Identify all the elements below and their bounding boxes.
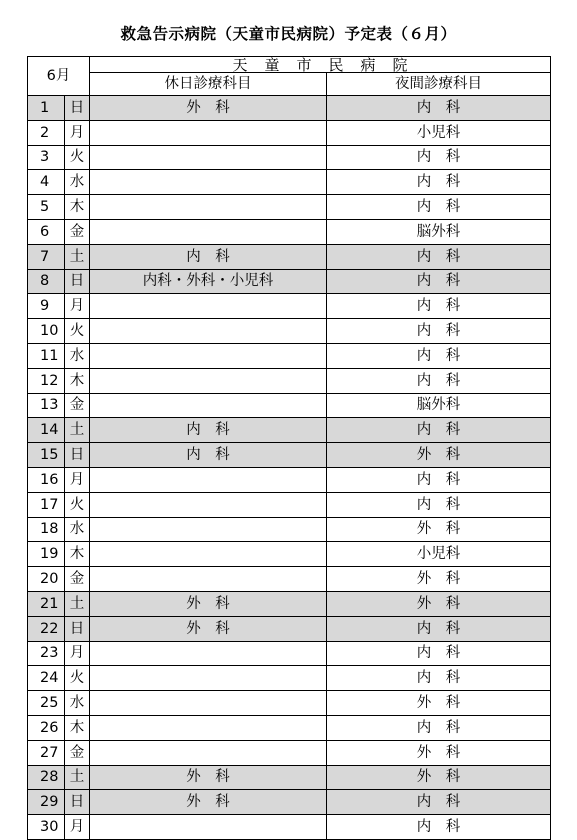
holiday-department-cell: 内 科 xyxy=(90,443,327,468)
month-header: 6月 xyxy=(28,57,90,96)
holiday-department-cell xyxy=(90,319,327,344)
schedule-row xyxy=(28,641,551,666)
day-number-cell: 8 xyxy=(28,269,65,294)
holiday-column-header: 休日診療科目 xyxy=(90,73,327,96)
holiday-department-cell xyxy=(90,567,327,592)
schedule-row xyxy=(28,120,551,145)
schedule-row xyxy=(28,765,551,790)
night-department-cell: 内 科 xyxy=(327,666,551,691)
day-number-cell: 2 xyxy=(28,120,65,145)
day-number-cell: 3 xyxy=(28,145,65,170)
night-department-cell: 小児科 xyxy=(327,120,551,145)
weekday-cell: 月 xyxy=(65,120,90,145)
day-number-cell: 21 xyxy=(28,591,65,616)
hospital-header: 天童市民病院 xyxy=(90,57,551,73)
night-department-cell: 内 科 xyxy=(327,343,551,368)
night-department-cell: 外 科 xyxy=(327,517,551,542)
schedule-row xyxy=(28,715,551,740)
night-department-cell: 内 科 xyxy=(327,418,551,443)
day-number-cell: 13 xyxy=(28,393,65,418)
weekday-cell: 土 xyxy=(65,591,90,616)
holiday-department-cell xyxy=(90,343,327,368)
schedule-table xyxy=(27,56,551,840)
night-department-cell: 内 科 xyxy=(327,467,551,492)
day-number-cell: 28 xyxy=(28,765,65,790)
schedule-row xyxy=(28,517,551,542)
holiday-department-cell: 外 科 xyxy=(90,790,327,815)
day-number-cell: 6 xyxy=(28,219,65,244)
weekday-cell: 木 xyxy=(65,195,90,220)
holiday-department-cell xyxy=(90,740,327,765)
schedule-row xyxy=(28,343,551,368)
night-department-cell: 内 科 xyxy=(327,244,551,269)
weekday-cell: 金 xyxy=(65,219,90,244)
night-department-cell: 内 科 xyxy=(327,294,551,319)
night-department-cell: 脳外科 xyxy=(327,393,551,418)
weekday-cell: 水 xyxy=(65,343,90,368)
day-number-cell: 16 xyxy=(28,467,65,492)
holiday-department-cell: 内科・外科・小児科 xyxy=(90,269,327,294)
schedule-row xyxy=(28,691,551,716)
holiday-department-cell xyxy=(90,492,327,517)
weekday-cell: 金 xyxy=(65,740,90,765)
schedule-row xyxy=(28,666,551,691)
holiday-department-cell xyxy=(90,219,327,244)
night-department-cell: 内 科 xyxy=(327,195,551,220)
night-department-cell: 内 科 xyxy=(327,790,551,815)
night-department-cell: 外 科 xyxy=(327,740,551,765)
schedule-row xyxy=(28,740,551,765)
weekday-cell: 日 xyxy=(65,443,90,468)
day-number-cell: 14 xyxy=(28,418,65,443)
schedule-row xyxy=(28,170,551,195)
weekday-cell: 火 xyxy=(65,319,90,344)
holiday-department-cell xyxy=(90,393,327,418)
holiday-department-cell: 外 科 xyxy=(90,96,327,121)
night-department-cell: 内 科 xyxy=(327,170,551,195)
schedule-row xyxy=(28,467,551,492)
night-department-cell: 外 科 xyxy=(327,567,551,592)
holiday-department-cell xyxy=(90,815,327,840)
night-department-cell: 内 科 xyxy=(327,145,551,170)
holiday-department-cell xyxy=(90,517,327,542)
day-number-cell: 11 xyxy=(28,343,65,368)
night-department-cell: 外 科 xyxy=(327,691,551,716)
weekday-cell: 水 xyxy=(65,691,90,716)
schedule-row xyxy=(28,418,551,443)
schedule-row xyxy=(28,443,551,468)
night-department-cell: 内 科 xyxy=(327,96,551,121)
day-number-cell: 15 xyxy=(28,443,65,468)
day-number-cell: 30 xyxy=(28,815,65,840)
schedule-row xyxy=(28,269,551,294)
schedule-row xyxy=(28,368,551,393)
night-department-cell: 外 科 xyxy=(327,591,551,616)
weekday-cell: 月 xyxy=(65,815,90,840)
holiday-department-cell: 外 科 xyxy=(90,765,327,790)
holiday-department-cell xyxy=(90,195,327,220)
weekday-cell: 木 xyxy=(65,715,90,740)
night-department-cell: 脳外科 xyxy=(327,219,551,244)
schedule-body xyxy=(28,57,551,840)
holiday-department-cell xyxy=(90,467,327,492)
schedule-row xyxy=(28,567,551,592)
holiday-department-cell: 外 科 xyxy=(90,616,327,641)
weekday-cell: 金 xyxy=(65,393,90,418)
day-number-cell: 23 xyxy=(28,641,65,666)
night-department-cell: 内 科 xyxy=(327,616,551,641)
day-number-cell: 24 xyxy=(28,666,65,691)
weekday-cell: 金 xyxy=(65,567,90,592)
day-number-cell: 26 xyxy=(28,715,65,740)
schedule-row xyxy=(28,591,551,616)
weekday-cell: 木 xyxy=(65,368,90,393)
night-department-cell: 小児科 xyxy=(327,542,551,567)
holiday-department-cell xyxy=(90,666,327,691)
day-number-cell: 29 xyxy=(28,790,65,815)
weekday-cell: 月 xyxy=(65,294,90,319)
weekday-cell: 水 xyxy=(65,517,90,542)
weekday-cell: 日 xyxy=(65,96,90,121)
day-number-cell: 20 xyxy=(28,567,65,592)
page-title: 救急告示病院（天童市民病院）予定表（６月） xyxy=(120,25,457,43)
weekday-cell: 水 xyxy=(65,170,90,195)
schedule-row xyxy=(28,96,551,121)
holiday-department-cell xyxy=(90,715,327,740)
weekday-cell: 日 xyxy=(65,616,90,641)
schedule-row xyxy=(28,492,551,517)
night-department-cell: 外 科 xyxy=(327,443,551,468)
schedule-row xyxy=(28,815,551,840)
schedule-row xyxy=(28,219,551,244)
weekday-cell: 火 xyxy=(65,145,90,170)
holiday-department-cell xyxy=(90,170,327,195)
holiday-department-cell xyxy=(90,368,327,393)
holiday-department-cell: 内 科 xyxy=(90,244,327,269)
night-department-cell: 内 科 xyxy=(327,492,551,517)
holiday-department-cell xyxy=(90,294,327,319)
weekday-cell: 土 xyxy=(65,418,90,443)
schedule-row xyxy=(28,616,551,641)
schedule-row xyxy=(28,145,551,170)
weekday-cell: 月 xyxy=(65,467,90,492)
holiday-department-cell xyxy=(90,145,327,170)
day-number-cell: 5 xyxy=(28,195,65,220)
schedule-row xyxy=(28,790,551,815)
day-number-cell: 27 xyxy=(28,740,65,765)
weekday-cell: 月 xyxy=(65,641,90,666)
weekday-cell: 土 xyxy=(65,244,90,269)
day-number-cell: 9 xyxy=(28,294,65,319)
holiday-department-cell xyxy=(90,691,327,716)
header-row-hospital xyxy=(28,57,551,73)
schedule-row xyxy=(28,393,551,418)
weekday-cell: 日 xyxy=(65,269,90,294)
holiday-department-cell xyxy=(90,542,327,567)
holiday-department-cell: 内 科 xyxy=(90,418,327,443)
header-row-columns xyxy=(28,73,551,96)
weekday-cell: 火 xyxy=(65,492,90,517)
day-number-cell: 10 xyxy=(28,319,65,344)
schedule-row xyxy=(28,195,551,220)
day-number-cell: 12 xyxy=(28,368,65,393)
day-number-cell: 17 xyxy=(28,492,65,517)
schedule-row xyxy=(28,244,551,269)
night-department-cell: 内 科 xyxy=(327,368,551,393)
night-department-cell: 内 科 xyxy=(327,815,551,840)
day-number-cell: 7 xyxy=(28,244,65,269)
day-number-cell: 18 xyxy=(28,517,65,542)
night-department-cell: 外 科 xyxy=(327,765,551,790)
day-number-cell: 22 xyxy=(28,616,65,641)
schedule-row xyxy=(28,294,551,319)
day-number-cell: 25 xyxy=(28,691,65,716)
weekday-cell: 日 xyxy=(65,790,90,815)
schedule-row xyxy=(28,542,551,567)
schedule-row xyxy=(28,319,551,344)
night-department-cell: 内 科 xyxy=(327,715,551,740)
night-column-header: 夜間診療科目 xyxy=(327,73,551,96)
holiday-department-cell xyxy=(90,120,327,145)
holiday-department-cell: 外 科 xyxy=(90,591,327,616)
night-department-cell: 内 科 xyxy=(327,641,551,666)
day-number-cell: 4 xyxy=(28,170,65,195)
weekday-cell: 火 xyxy=(65,666,90,691)
day-number-cell: 19 xyxy=(28,542,65,567)
weekday-cell: 土 xyxy=(65,765,90,790)
day-number-cell: 1 xyxy=(28,96,65,121)
weekday-cell: 木 xyxy=(65,542,90,567)
night-department-cell: 内 科 xyxy=(327,269,551,294)
holiday-department-cell xyxy=(90,641,327,666)
night-department-cell: 内 科 xyxy=(327,319,551,344)
